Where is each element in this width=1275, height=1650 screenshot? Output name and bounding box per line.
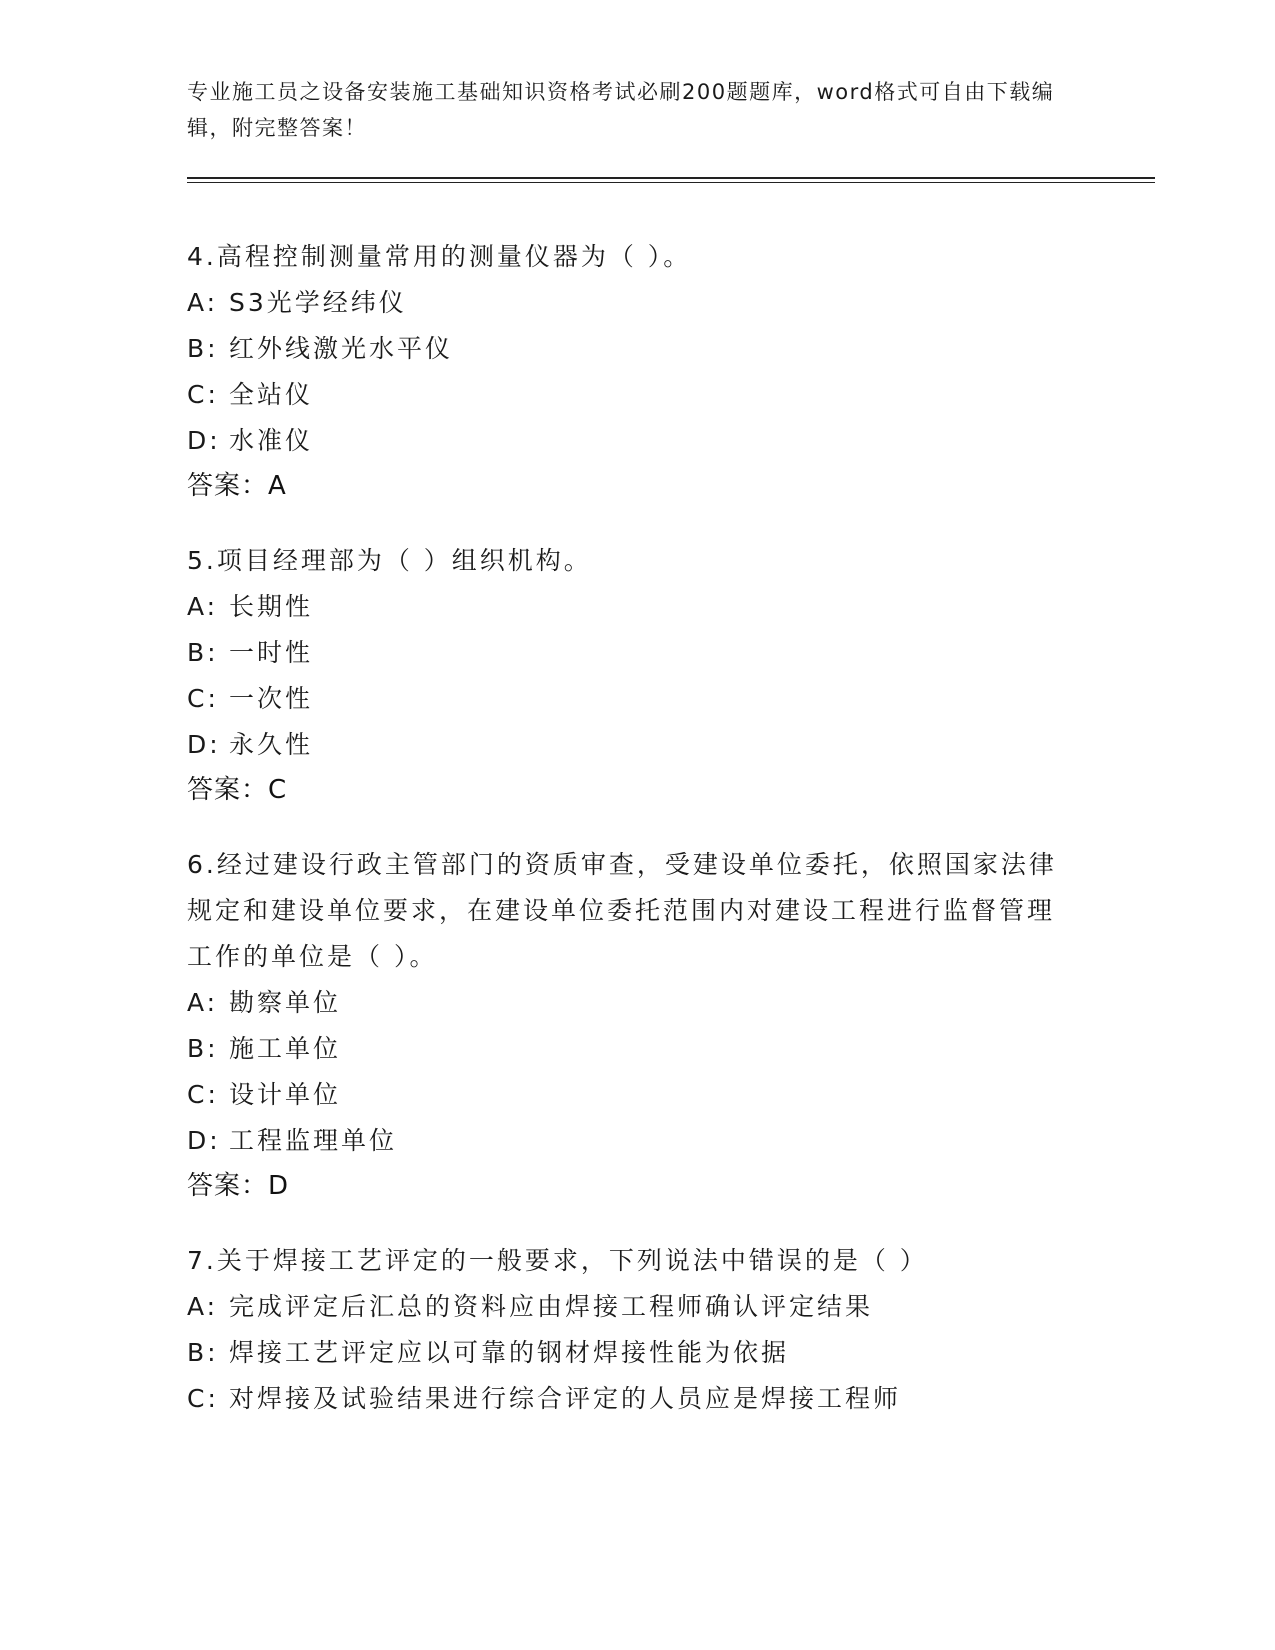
option-c bbox=[187, 372, 1067, 418]
option-letter: C: bbox=[187, 1080, 219, 1109]
document-header-text: 专业施工员之设备安装施工基础知识资格考试必刷200题题库，word格式可自由下载编辑，附完整答案！ bbox=[187, 80, 1055, 140]
question-text: 7.关于焊接工艺评定的一般要求，下列说法中错误的是（ ） bbox=[187, 1246, 928, 1275]
option-d bbox=[187, 418, 1067, 464]
option-letter: A: bbox=[187, 988, 219, 1017]
option-letter: D: bbox=[187, 730, 221, 759]
option-text: 设计单位 bbox=[229, 1080, 342, 1109]
option-text: S3光学经纬仪 bbox=[229, 288, 407, 317]
option-letter: A: bbox=[187, 1292, 219, 1321]
option-b bbox=[187, 1330, 1067, 1376]
option-d bbox=[187, 1118, 1067, 1164]
option-text: 工程监理单位 bbox=[229, 1126, 398, 1155]
option-letter: D: bbox=[187, 1126, 221, 1155]
option-letter: C: bbox=[187, 380, 219, 409]
question-4 bbox=[187, 234, 1067, 508]
option-text: 一时性 bbox=[229, 638, 314, 667]
option-text: 永久性 bbox=[229, 730, 314, 759]
option-text: 对焊接及试验结果进行综合评定的人员应是焊接工程师 bbox=[229, 1384, 902, 1413]
option-letter: C: bbox=[187, 684, 219, 713]
option-b bbox=[187, 326, 1067, 372]
answer-text: 答案：C bbox=[187, 775, 288, 805]
option-text: 勘察单位 bbox=[229, 988, 342, 1017]
option-a bbox=[187, 980, 1067, 1026]
option-letter: A: bbox=[187, 592, 219, 621]
option-a bbox=[187, 584, 1067, 630]
question-5 bbox=[187, 538, 1067, 812]
question-text: 5.项目经理部为（ ）组织机构。 bbox=[187, 546, 592, 575]
option-letter: B: bbox=[187, 1034, 219, 1063]
option-text: 全站仪 bbox=[229, 380, 314, 409]
answer-text: 答案：A bbox=[187, 471, 287, 501]
option-letter: A: bbox=[187, 288, 219, 317]
option-text: 完成评定后汇总的资料应由焊接工程师确认评定结果 bbox=[229, 1292, 874, 1321]
question-text: 4.高程控制测量常用的测量仪器为（ ）。 bbox=[187, 242, 692, 271]
answer-text: 答案：D bbox=[187, 1171, 290, 1201]
option-letter: C: bbox=[187, 1384, 219, 1413]
question-list bbox=[187, 234, 1067, 1452]
question-6 bbox=[187, 842, 1067, 1208]
option-text: 长期性 bbox=[229, 592, 314, 621]
option-letter: B: bbox=[187, 638, 219, 667]
option-text: 施工单位 bbox=[229, 1034, 342, 1063]
option-letter: B: bbox=[187, 1338, 219, 1367]
option-text: 焊接工艺评定应以可靠的钢材焊接性能为依据 bbox=[229, 1338, 790, 1367]
option-c bbox=[187, 1072, 1067, 1118]
option-a bbox=[187, 280, 1067, 326]
option-b bbox=[187, 1026, 1067, 1072]
question-text: 6.经过建设行政主管部门的资质审查，受建设单位委托，依照国家法律规定和建设单位要求，在建设单位委托范围内对建设工程进行监督管理工作的单位是（ ）。 bbox=[187, 850, 1057, 971]
header-divider-thick bbox=[187, 177, 1155, 179]
question-7 bbox=[187, 1238, 1067, 1422]
option-c bbox=[187, 1376, 1067, 1422]
option-a bbox=[187, 1284, 1067, 1330]
option-letter: B: bbox=[187, 334, 219, 363]
option-letter: D: bbox=[187, 426, 221, 455]
option-text: 一次性 bbox=[229, 684, 314, 713]
option-text: 水准仪 bbox=[229, 426, 314, 455]
option-b bbox=[187, 630, 1067, 676]
option-c bbox=[187, 676, 1067, 722]
option-text: 红外线激光水平仪 bbox=[229, 334, 454, 363]
option-d bbox=[187, 722, 1067, 768]
header-divider-thin bbox=[187, 182, 1155, 183]
